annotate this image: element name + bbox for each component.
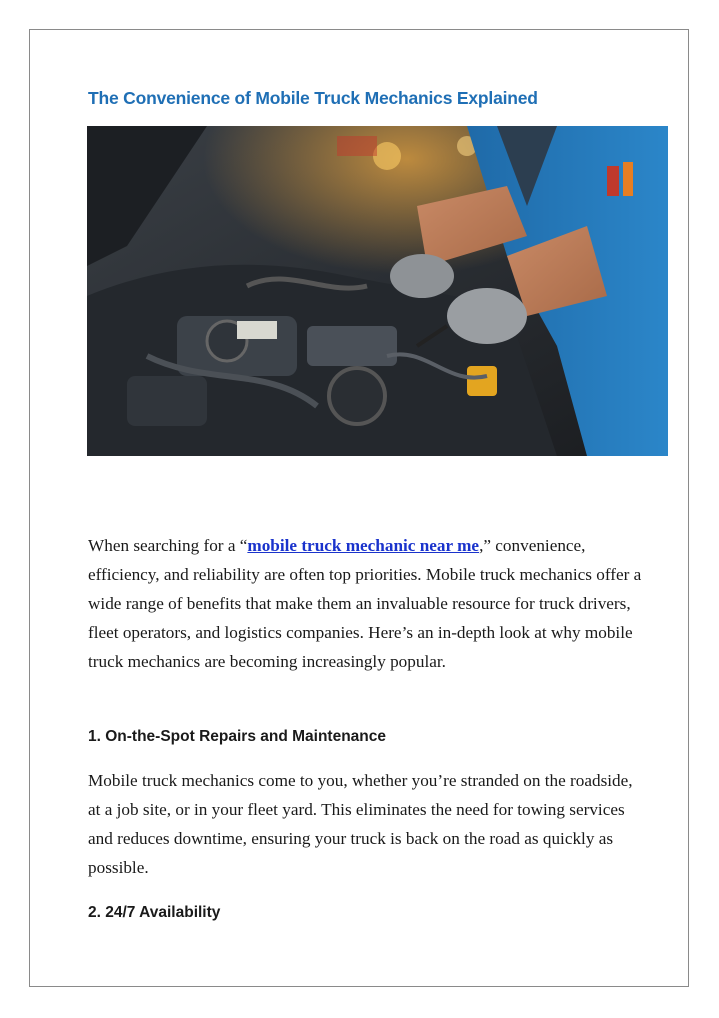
page-title: The Convenience of Mobile Truck Mechanics Explained (88, 88, 538, 108)
section-heading-1: 1. On-the-Spot Repairs and Maintenance (88, 728, 386, 745)
intro-text-before: When searching for a “ (88, 536, 248, 555)
section-heading-2: 2. 24/7 Availability (88, 904, 221, 921)
mechanic-engine-photo-icon (87, 126, 668, 456)
intro-text-after: ,” convenience, efficiency, and reliability are often top priorities. Mobile truck mechanics offer a wide range of benefits that make them an invaluable resource for truck drivers, fleet operators, and logistics companies. Here’s an in-depth look at why mobile truck mechanics are becoming increasingly popular. (88, 536, 642, 671)
hero-image (87, 126, 668, 456)
mobile-mechanic-link[interactable]: mobile truck mechanic near me (247, 536, 480, 555)
intro-paragraph (88, 531, 648, 676)
section-paragraph-1: Mobile truck mechanics come to you, whether you’re stranded on the roadside, at a job site, or in your fleet yard. This eliminates the need for towing services and reduces downtime, ensuring your truck is back on the road as quickly as possible. (88, 771, 633, 877)
